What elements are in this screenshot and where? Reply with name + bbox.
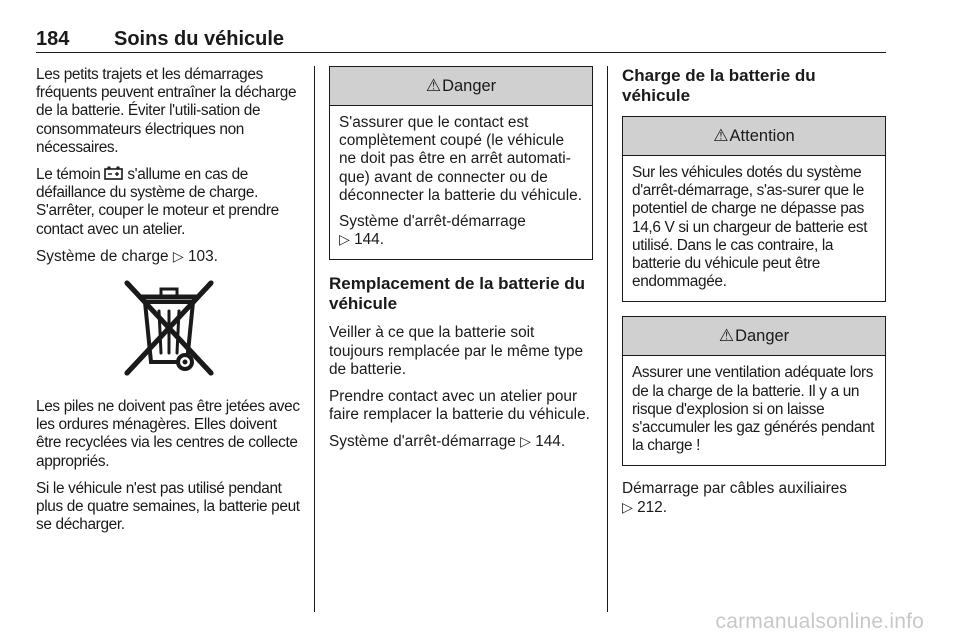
attention-text: Sur les véhicules dotés du système d'arrêt-démarrage, s'as-surer que le potentiel de charge ne dépasse pas 14,6 V si un chargeur de batterie est utilisé. Dans le cas contraire, la batterie du véhicule peut être endommagée. <box>632 164 868 291</box>
column-2 <box>329 66 593 461</box>
danger-box-charging <box>622 316 886 466</box>
warning-triangle-icon: ⚠ <box>713 126 729 146</box>
paragraph-jump-start-ref: Démarrage par câbles auxiliaires ▷ 212. <box>622 480 847 516</box>
column-divider-1 <box>314 66 315 612</box>
page-number: 184 <box>36 28 70 50</box>
section-title-replacement: Remplacement de la batterie du véhicule <box>329 274 586 314</box>
paragraph-same-battery: Veiller à ce que la batterie soit toujours remplacée par le même type de batterie. <box>329 324 584 378</box>
attention-box-body <box>623 156 885 301</box>
paragraph-short-trips: Les petits trajets et les démarrages fréquents peuvent entraîner la décharge de la batterie. Éviter l'utili-sation de consommateurs électriques non nécessaires. <box>36 66 297 156</box>
danger-box-header: ⚠Danger <box>330 67 592 106</box>
paragraph-battery-discharge: Si le véhicule n'est pas utilisé pendant plus de quatre semaines, la batterie peut se décharger. <box>36 479 300 534</box>
chapter-title: Soins du véhicule <box>114 28 285 50</box>
crossed-out-wheelie-bin-icon <box>119 278 219 378</box>
reference-link-144[interactable]: 144. <box>354 231 385 249</box>
battery-warning-icon <box>104 166 123 180</box>
warning-triangle-icon: ⚠ <box>718 326 735 347</box>
warning-triangle-icon: ⚠ <box>425 76 442 96</box>
danger-reference: Système d'arrêt-démarrage ▷ 144. <box>339 213 526 249</box>
danger-box-charging-header: ⚠Danger <box>623 317 885 356</box>
page-reference-icon: ▷ <box>339 232 350 249</box>
danger-box-body <box>330 106 592 259</box>
column-1 <box>36 66 301 543</box>
paragraph-warning-light: Le témoin s'allume en cas de défaillance du système de charge. S'arrêter, couper le moteur et prendre contact avec un atelier. <box>36 166 279 238</box>
reference-link-103[interactable]: 103. <box>187 247 218 265</box>
page-reference-icon: ▷ <box>622 499 633 516</box>
page-reference-icon: ▷ <box>172 248 184 265</box>
danger-text: S'assurer que le contact est complètement coupé (le véhicule ne doit pas être en arrêt automati-que) avant de connecter ou de déconnecter la batterie du véhicule. <box>339 114 582 204</box>
reference-link-144-b[interactable]: 144. <box>535 433 566 451</box>
attention-box-header: ⚠Attention <box>623 117 885 156</box>
column-divider-2 <box>607 66 608 612</box>
column-3 <box>622 66 886 526</box>
paragraph-contact-workshop: Prendre contact avec un atelier pour faire remplacer la batterie du véhicule. <box>329 388 590 424</box>
danger-box <box>329 66 593 260</box>
danger-charging-text: Assurer une ventilation adéquate lors de la charge de la batterie. Il y a un risque d'explosion si on laisse s'accumuler les gaz générés pendant la charge ! <box>632 364 875 455</box>
paragraph-battery-disposal: Les piles ne doivent pas être jetées avec les ordures ménagères. Elles doivent être recyclées via les centres de collecte appropriés. <box>36 398 300 470</box>
section-title-charging: Charge de la batterie du véhicule <box>622 66 816 105</box>
paragraph-charging-system-ref: Système de charge ▷ 103. <box>36 247 218 265</box>
danger-box-charging-body <box>623 356 885 465</box>
page-reference-icon: ▷ <box>520 434 531 451</box>
paragraph-stop-start-ref: Système d'arrêt-démarrage ▷ 144. <box>329 433 566 451</box>
reference-link-212[interactable]: 212. <box>637 498 668 516</box>
watermark: carmanualsonline.info <box>715 610 924 633</box>
page-header <box>36 28 886 53</box>
attention-box <box>622 116 886 302</box>
